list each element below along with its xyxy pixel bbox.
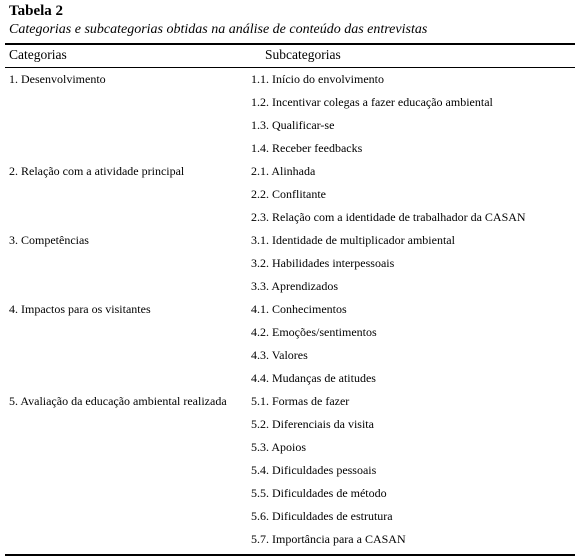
table-row [0,391,579,414]
table-caption: Categorias e subcategorias obtidas na análise de conteúdo das entrevistas [9,22,428,37]
table-row [0,506,579,529]
subcategory-cell: 4.2. Emoções/sentimentos [251,325,377,339]
table-row [0,437,579,460]
top-rule [5,43,575,45]
table-row [0,460,579,483]
subcategory-cell: 4.3. Valores [251,348,308,362]
subcategory-cell: 1.4. Receber feedbacks [251,141,363,155]
subcategory-cell: 5.7. Importância para a CASAN [251,532,406,546]
table-row [0,184,579,207]
subcategory-cell: 5.2. Diferenciais da visita [251,417,374,431]
table-row [0,529,579,552]
table-row [0,161,579,184]
table-label: Tabela 2 [9,3,64,19]
subcategory-cell: 4.1. Conhecimentos [251,302,347,316]
subcategory-cell: 5.4. Dificuldades pessoais [251,463,377,477]
subcategory-cell: 4.4. Mudanças de atitudes [251,371,376,385]
subcategory-cell: 5.5. Dificuldades de método [251,486,387,500]
table-row [0,299,579,322]
table-row [0,207,579,230]
table-row [0,253,579,276]
subcategory-cell: 5.3. Apoios [251,440,307,454]
header-rule [5,67,575,68]
subcategory-cell: 1.3. Qualificar-se [251,118,335,132]
table-row [0,276,579,299]
subcategory-cell: 3.2. Habilidades interpessoais [251,256,395,270]
bottom-rule [5,554,575,556]
table-body [0,69,579,552]
header-subcategories: Subcategorias [265,47,341,62]
category-cell: 4. Impactos para os visitantes [9,302,151,316]
subcategory-cell: 1.2. Incentivar colegas a fazer educação ambiental [251,95,493,109]
category-cell: 5. Avaliação da educação ambiental realizada [9,394,227,408]
subcategory-cell: 5.6. Dificuldades de estrutura [251,509,393,523]
table-row [0,138,579,161]
table-row [0,345,579,368]
category-cell: 3. Competências [9,233,89,247]
subcategory-cell: 1.1. Início do envolvimento [251,72,384,86]
header-categories: Categorias [9,47,67,62]
category-cell: 1. Desenvolvimento [9,72,106,86]
table-row [0,92,579,115]
subcategory-cell: 5.1. Formas de fazer [251,394,350,408]
table-row [0,368,579,391]
table-row [0,322,579,345]
subcategory-cell: 3.3. Aprendizados [251,279,338,293]
subcategory-cell: 2.1. Alinhada [251,164,316,178]
category-cell: 2. Relação com a atividade principal [9,164,185,178]
table-row [0,483,579,506]
table-row [0,230,579,253]
table-row [0,414,579,437]
subcategory-cell: 2.3. Relação com a identidade de trabalhador da CASAN [251,210,526,224]
subcategory-cell: 2.2. Conflitante [251,187,326,201]
subcategory-cell: 3.1. Identidade de multiplicador ambiental [251,233,455,247]
table-row [0,115,579,138]
table-row [0,69,579,92]
